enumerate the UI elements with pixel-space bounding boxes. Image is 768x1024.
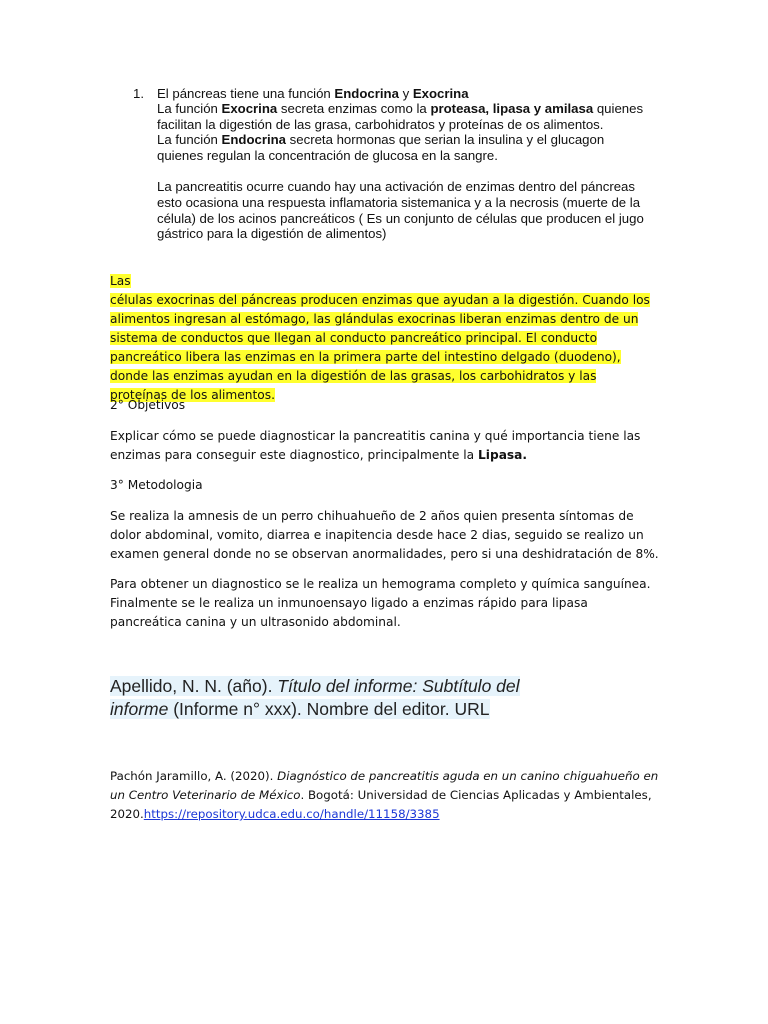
reference-link[interactable]: https://repository.udca.edu.co/handle/11158/3385 xyxy=(143,807,440,821)
item-intro: El páncreas tiene una función Endocrina y Exocrina xyxy=(157,86,469,101)
pancreatitis-text: La pancreatitis ocurre cuando hay una activación de enzimas dentro del páncreas esto ocasiona una respuesta inflamatoria sistemanica y a la necrosis (muerte de la célula) de los acinos pancreáticos ( Es un conjunto de células que producen el jugo gástrico para la digestión de alimentos) xyxy=(157,179,644,242)
metodologia-heading: 3° Metodologia xyxy=(110,478,203,492)
apa-template: Apellido, N. N. (año). Título del informe: Subtítulo del informe (Informe n° xxx). Nombre del editor. URL xyxy=(110,676,520,719)
highlight-text: células exocrinas del páncreas producen enzimas que ayudan a la digestión. Cuando los alimentos ingresan al estómago, las glándulas exocrinas liberan enzimas dentro de un sistema de conductos que llegan al conducto pancreático principal. El conducto pancreático libera las enzimas en la primera parte del intestino delgado (duodeno), donde las enzimas ayudan en la digestión de las grasas, los carbohidratos y las proteínas de los alimentos. xyxy=(110,293,650,402)
highlight-line-1: Las xyxy=(110,274,131,288)
objetivos-text: Explicar cómo se puede diagnosticar la pancreatitis canina y qué importancia tiene las enzimas para conseguir este diagnostico, principalmente la Lipasa. xyxy=(110,429,641,462)
objetivos-heading: 2° Objetivos xyxy=(110,398,186,412)
metodologia-paragraph-1: Se realiza la amnesis de un perro chihuahueño de 2 años quien presenta síntomas de dolor abdominal, vomito, diarrea e inapitencia desde hace 2 dias, seguido se realizo un examen general donde no se observan anormalidades, pero si una deshidratación de 8%. xyxy=(110,509,659,561)
list-number: 1. xyxy=(133,86,144,101)
metodologia-paragraph-2: Para obtener un diagnostico se le realiza un hemograma completo y química sanguínea. Finalmente se le realiza un inmunoensayo ligado a enzimas rápido para lipasa pancreática canina y un ultrasonido abdominal. xyxy=(110,577,651,629)
exocrine-text: La función Exocrina secreta enzimas como la proteasa, lipasa y amilasa quienes facilitan la digestión de las grasa, carbohidratos y proteínas de os alimentos. xyxy=(157,101,644,132)
endocrine-text: La función Endocrina secreta hormonas que serian la insulina y el glucagon quienes regulan la concentración de glucosa en la sangre. xyxy=(157,132,605,163)
highlighted-paragraph xyxy=(110,272,655,405)
reference-entry: Pachón Jaramillo, A. (2020). Diagnóstico de pancreatitis aguda en un canino chiguahueño en un Centro Veterinario de México. Bogotá: Universidad de Ciencias Aplicadas y Ambientales, 2020.https://repository.udca.edu.co/handle/11158/3385 xyxy=(110,769,659,821)
